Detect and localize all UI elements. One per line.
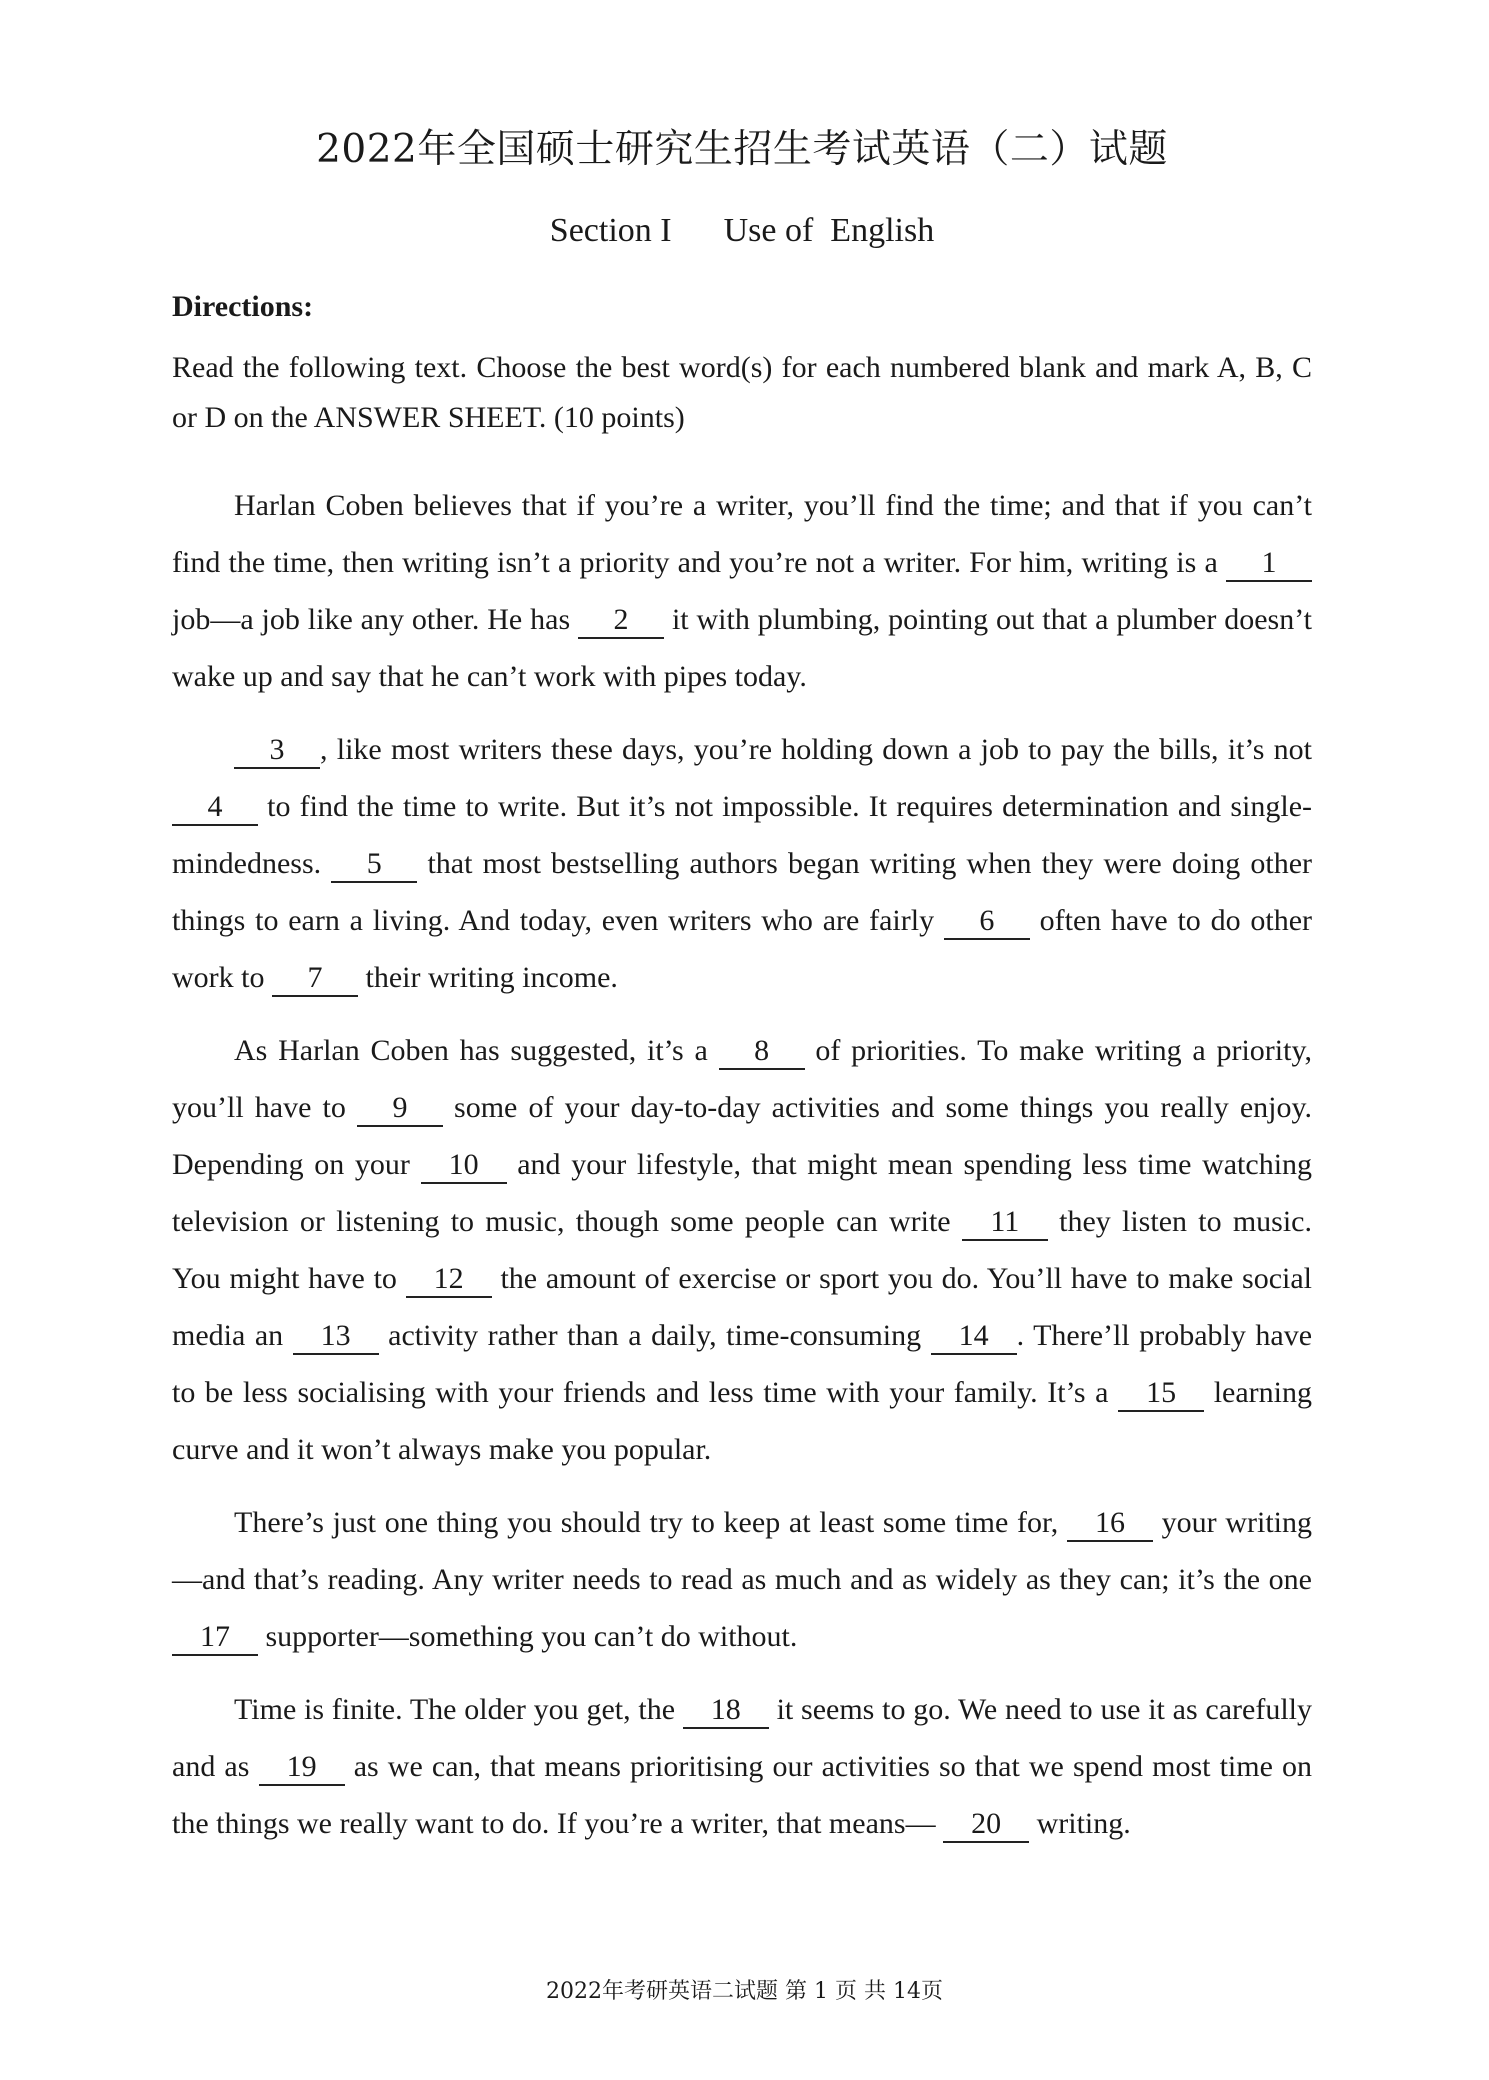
text-span: it with plumbing, pointing out that a plumber doesn’t wake up and say that he can’t work with pipes today. xyxy=(172,603,1313,693)
blank-3: 3 xyxy=(234,735,320,769)
text-span: As Harlan Coben has suggested, it’s a xyxy=(234,1034,708,1067)
paragraph-5 xyxy=(172,1681,1312,1852)
page-footer: 2022年考研英语二试题 第 1 页 共 14页 xyxy=(546,1979,943,2004)
section-number: Section I xyxy=(549,212,672,249)
text-span: . There’ll probably have to be less socialising with your friends and less time with your family. It’s a xyxy=(172,1319,1313,1409)
text-span: job—a job like any other. He has xyxy=(172,603,571,636)
blank-16: 16 xyxy=(1067,1508,1153,1542)
blank-4: 4 xyxy=(172,792,258,826)
paragraph-2 xyxy=(172,721,1312,1006)
text-span: of priorities. To make writing a priority, you’ll have to xyxy=(172,1034,1312,1124)
paragraph-1 xyxy=(172,477,1312,705)
blank-12: 12 xyxy=(406,1264,492,1298)
directions-text: Read the following text. Choose the best word(s) for each numbered blank and mark A, B, C or D on the ANSWER SHEET. (10 points) xyxy=(172,351,1312,434)
text-span: Time is finite. The older you get, the xyxy=(234,1693,676,1726)
exam-title: 2022年全国硕士研究生招生考试英语（二）试题 xyxy=(316,127,1168,172)
blank-2: 2 xyxy=(578,605,664,639)
text-span: , like most writers these days, you’re holding down a job to pay the bills, it’s not xyxy=(320,733,1312,766)
section-heading xyxy=(172,212,1312,250)
text-span: to find the time to write. But it’s not impossible. It requires determination and single-mindedness. xyxy=(172,790,1312,880)
text-span: writing. xyxy=(1036,1807,1131,1840)
passage xyxy=(172,477,1312,1868)
paragraph-4 xyxy=(172,1494,1312,1665)
blank-7: 7 xyxy=(272,963,358,997)
blank-6: 6 xyxy=(944,906,1030,940)
text-span: it seems to go. We need to use it as carefully and as xyxy=(172,1693,1313,1783)
blank-10: 10 xyxy=(421,1150,507,1184)
text-span: the amount of exercise or sport you do. You’ll have to make social media an xyxy=(172,1262,1313,1352)
blank-18: 18 xyxy=(683,1695,769,1729)
blank-5: 5 xyxy=(331,849,417,883)
paragraph-3 xyxy=(172,1022,1312,1478)
blank-15: 15 xyxy=(1118,1378,1204,1412)
blank-11: 11 xyxy=(962,1207,1048,1241)
text-span: often have to do other work to xyxy=(172,904,1312,994)
text-span: that most bestselling authors began writing when they were doing other things to earn a living. And today, even writers who are fairly xyxy=(172,847,1312,937)
text-span: supporter—something you can’t do without. xyxy=(265,1620,798,1653)
section-name: Use of English xyxy=(723,212,935,249)
text-span: their writing income. xyxy=(365,961,618,994)
directions-label: Directions: xyxy=(172,290,314,323)
blank-19: 19 xyxy=(259,1752,345,1786)
text-span: your writing—and that’s reading. Any writer needs to read as much and as widely as they can; it’s the one xyxy=(172,1506,1313,1596)
blank-13: 13 xyxy=(293,1321,379,1355)
text-span: There’s just one thing you should try to keep at least some time for, xyxy=(234,1506,1059,1539)
blank-1: 1 xyxy=(1226,548,1312,582)
blank-8: 8 xyxy=(719,1036,805,1070)
text-span: Harlan Coben believes that if you’re a writer, you’ll find the time; and that if you can’t find the time, then writing isn’t a priority and you’re not a writer. For him, writing is a xyxy=(172,489,1312,579)
text-span: they listen to music. You might have to xyxy=(172,1205,1312,1295)
text-span: and your lifestyle, that might mean spending less time watching television or listening to music, though some people can write xyxy=(172,1148,1313,1238)
text-span: activity rather than a daily, time-consuming xyxy=(388,1319,922,1352)
text-span: as we can, that means prioritising our activities so that we spend most time on the things we really want to do. If you’re a writer, that means— xyxy=(172,1750,1313,1840)
blank-20: 20 xyxy=(943,1809,1029,1843)
blank-9: 9 xyxy=(357,1093,443,1127)
blank-17: 17 xyxy=(172,1622,258,1656)
text-span: some of your day-to-day activities and some things you really enjoy. Depending on your xyxy=(172,1091,1313,1181)
text-span: learning curve and it won’t always make you popular. xyxy=(172,1376,1313,1466)
blank-14: 14 xyxy=(931,1321,1017,1355)
